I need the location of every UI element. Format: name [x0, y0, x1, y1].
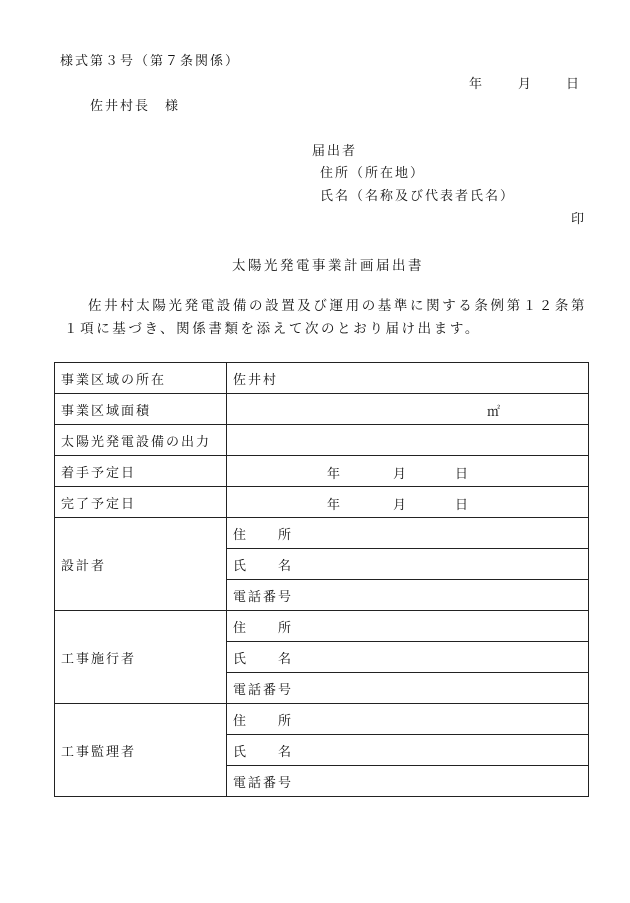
body-line-1: 佐井村太陽光発電設備の設置及び運用の基準に関する条例第１２条第 [88, 298, 588, 314]
contractor-name[interactable]: 氏 名 [227, 642, 589, 673]
notifier-name-label: 氏名（名称及び代表者氏名） [320, 189, 516, 204]
body-line-2: １項に基づき、関係書類を添えて次のとおり届け出ます。 [64, 321, 481, 337]
row-start-date [55, 456, 589, 487]
contractor-label: 工事施行者 [55, 611, 227, 704]
area-unit: ㎡ [486, 405, 502, 420]
date-year-label: 年 [469, 77, 485, 92]
start-month: 月 [393, 467, 409, 482]
designer-label: 設計者 [55, 518, 227, 611]
designer-address[interactable]: 住 所 [227, 518, 589, 549]
supervisor-label: 工事監理者 [55, 704, 227, 797]
location-label: 事業区域の所在 [55, 363, 227, 394]
notification-form-table [54, 362, 589, 797]
start-year: 年 [327, 467, 343, 482]
row-location [55, 363, 589, 394]
row-area [55, 394, 589, 425]
area-value[interactable] [227, 394, 589, 425]
notifier-label: 届出者 [312, 144, 358, 159]
row-finish-date [55, 487, 589, 518]
supervisor-phone[interactable]: 電話番号 [227, 766, 589, 797]
form-number: 様式第３号（第７条関係） [60, 54, 241, 69]
document-title: 太陽光発電事業計画届出書 [232, 258, 424, 274]
contractor-address[interactable]: 住 所 [227, 611, 589, 642]
date-day-label: 日 [566, 77, 582, 92]
row-supervisor-address [55, 704, 589, 735]
finish-date-label: 完了予定日 [55, 487, 227, 518]
finish-day: 日 [455, 498, 471, 513]
supervisor-name[interactable]: 氏 名 [227, 735, 589, 766]
finish-date-value[interactable] [227, 487, 589, 518]
location-value[interactable]: 佐井村 [227, 363, 589, 394]
row-output [55, 425, 589, 456]
designer-name[interactable]: 氏 名 [227, 549, 589, 580]
start-date-label: 着手予定日 [55, 456, 227, 487]
area-label: 事業区域面積 [55, 394, 227, 425]
finish-year: 年 [327, 498, 343, 513]
supervisor-address[interactable]: 住 所 [227, 704, 589, 735]
output-label: 太陽光発電設備の出力 [55, 425, 227, 456]
notifier-address-label: 住所（所在地） [320, 166, 426, 181]
row-contractor-address [55, 611, 589, 642]
output-value[interactable] [227, 425, 589, 456]
contractor-phone[interactable]: 電話番号 [227, 673, 589, 704]
date-month-label: 月 [518, 77, 534, 92]
finish-month: 月 [393, 498, 409, 513]
designer-phone[interactable]: 電話番号 [227, 580, 589, 611]
seal-mark: 印 [571, 212, 587, 227]
start-day: 日 [455, 467, 471, 482]
row-designer-address [55, 518, 589, 549]
addressee: 佐井村長 様 [90, 99, 181, 114]
start-date-value[interactable] [227, 456, 589, 487]
